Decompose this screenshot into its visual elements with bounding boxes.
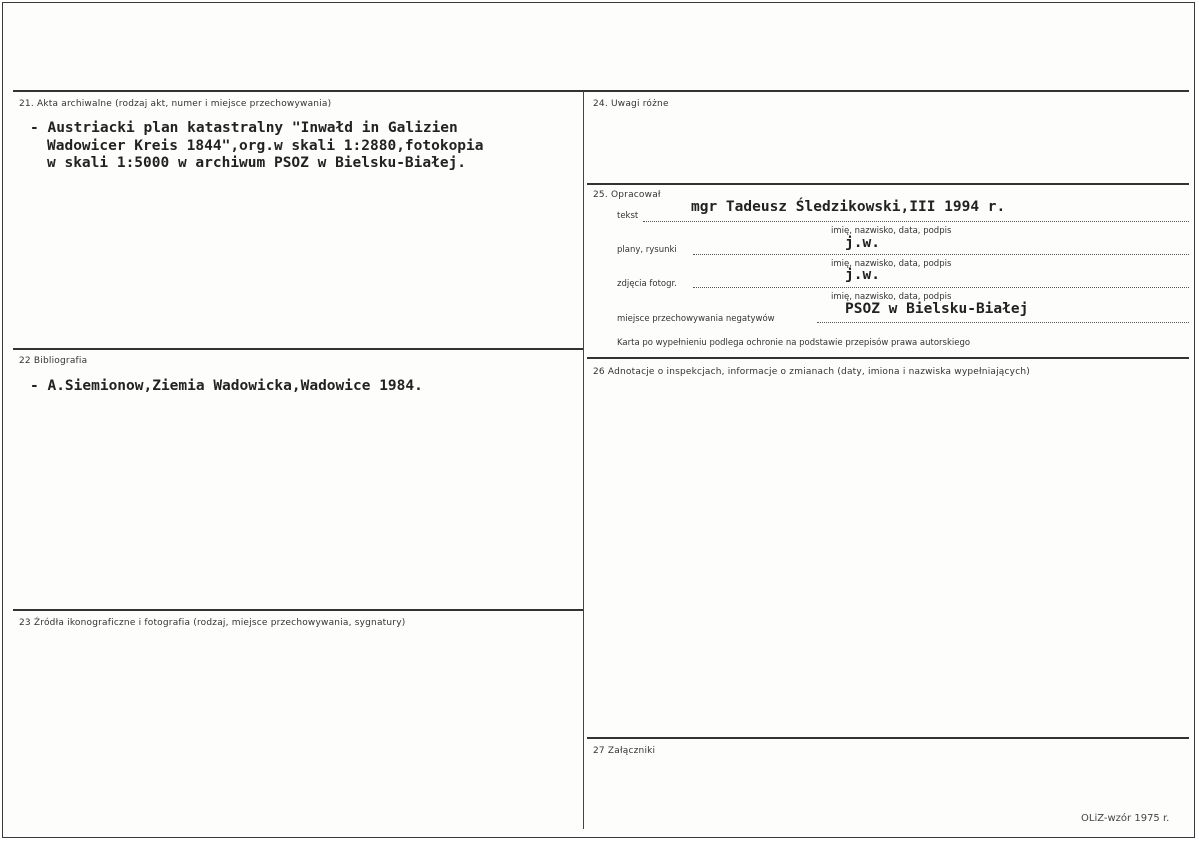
zdjecia-caption: imię, nazwisko, data, podpis bbox=[831, 292, 952, 302]
rule-25-26 bbox=[587, 357, 1189, 359]
section-26-label: 26 Adnotacje o inspekcjach, informacje o zmianach (daty, imiona i nazwiska wypełniających) bbox=[593, 367, 1030, 377]
section-21-line-2: Wadowicer Kreis 1844",org.w skali 1:2880,fotokopia bbox=[47, 138, 484, 154]
section-21-line-3: w skali 1:5000 w archiwum PSOZ w Bielsku-Białej. bbox=[47, 155, 467, 171]
section-21-label: 21. Akta archiwalne (rodzaj akt, numer i miejsce przechowywania) bbox=[19, 99, 332, 109]
top-rule bbox=[13, 90, 1189, 92]
zdjecia-label: zdjęcia fotogr. bbox=[617, 279, 677, 289]
record-card bbox=[2, 2, 1195, 838]
section-24-label: 24. Uwagi różne bbox=[593, 99, 669, 109]
section-22-label: 22 Bibliografia bbox=[19, 356, 88, 366]
miejsce-label: miejsce przechowywania negatywów bbox=[617, 314, 775, 324]
column-divider bbox=[583, 91, 584, 829]
section-25-label: 25. Opracował bbox=[593, 190, 661, 200]
form-version-footer: OLiZ-wzór 1975 r. bbox=[1081, 813, 1170, 824]
miejsce-line bbox=[817, 322, 1189, 323]
rule-24-25 bbox=[587, 183, 1189, 185]
plany-label: plany, rysunki bbox=[617, 245, 677, 255]
tekst-value: mgr Tadeusz Śledzikowski,III 1994 r. bbox=[691, 199, 1006, 215]
tekst-line bbox=[643, 221, 1189, 222]
copyright-notice: Karta po wypełnieniu podlega ochronie na podstawie przepisów prawa autorskiego bbox=[617, 338, 971, 348]
rule-22-23 bbox=[13, 609, 583, 611]
plany-value: j.w. bbox=[845, 235, 880, 251]
section-22-line-1: - A.Siemionow,Ziemia Wadowicka,Wadowice 1984. bbox=[30, 378, 423, 394]
section-27-label: 27 Załączniki bbox=[593, 746, 656, 756]
tekst-caption: imię, nazwisko, data, podpis bbox=[831, 226, 952, 236]
miejsce-value: PSOZ w Bielsku-Białej bbox=[845, 301, 1029, 317]
zdjecia-value: j.w. bbox=[845, 267, 880, 283]
tekst-label: tekst bbox=[617, 211, 639, 221]
rule-26-27 bbox=[587, 737, 1189, 739]
plany-line bbox=[693, 254, 1189, 255]
section-21-line-1: - Austriacki plan katastralny "Inwałd in Galizien bbox=[30, 120, 458, 136]
zdjecia-line bbox=[693, 287, 1189, 288]
rule-21-22 bbox=[13, 348, 583, 350]
plany-caption: imię, nazwisko, data, podpis bbox=[831, 259, 952, 269]
section-23-label: 23 Źródła ikonograficzne i fotografia (rodzaj, miejsce przechowywania, sygnatury) bbox=[19, 618, 406, 628]
